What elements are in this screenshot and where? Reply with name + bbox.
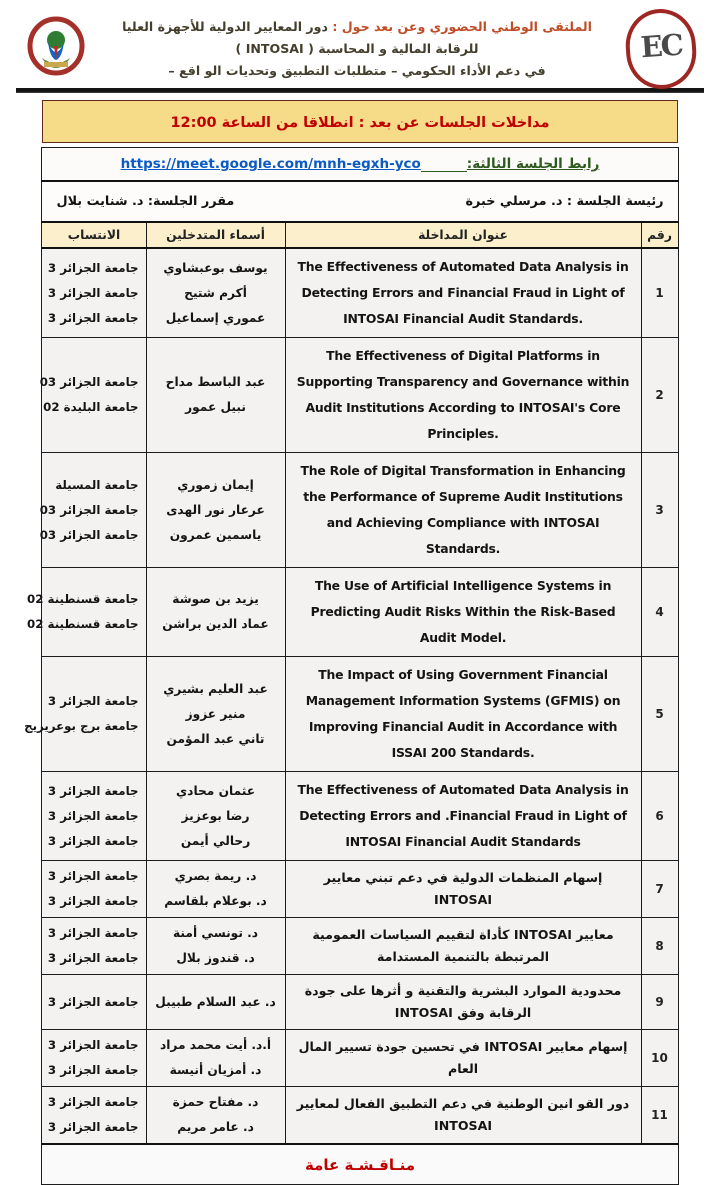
affiliations xyxy=(27,568,146,657)
table-row xyxy=(42,453,678,568)
affiliations xyxy=(42,772,146,861)
row-number: 11 xyxy=(641,1087,678,1145)
row-number: 6 xyxy=(641,772,678,861)
affiliation: جامعة الجزائر 3 xyxy=(47,926,139,940)
column-header: الانتساب xyxy=(42,222,146,248)
affiliations xyxy=(42,918,146,975)
column-header: عنوان المداخلة xyxy=(285,222,641,248)
event-title-rest: دور المعايير الدولية للأجهزة العليا للرقابة المالية و المحاسبة ( INTOSAI ) xyxy=(122,19,479,56)
header-divider xyxy=(16,88,704,93)
general-discussion-row xyxy=(42,1144,678,1185)
speaker-names xyxy=(146,248,285,338)
event-title xyxy=(102,16,612,60)
event-title-red-part: الملتقى الوطني الحضوري وعن بعد حول : xyxy=(332,19,592,34)
affiliations xyxy=(39,338,146,453)
speaker-name: يوسف بوعبشاوي xyxy=(163,260,268,275)
row-number: 7 xyxy=(641,861,678,918)
sessions-banner-text: مداخلات الجلسات عن بعد : انطلاقا من الساعة 12:00 xyxy=(170,115,550,131)
table-row xyxy=(42,1030,678,1087)
affiliation: جامعة الجزائر 3 xyxy=(47,833,139,848)
affiliations xyxy=(42,975,146,1030)
row-number: 10 xyxy=(641,1030,678,1087)
table-row xyxy=(42,1087,678,1145)
intervention-title: The Effectiveness of Automated Data Analysis in Detecting Errors and Financial Fraud in Light of INTOSAI Financial Audit Standards. xyxy=(285,248,641,338)
meet-link-label: رابط الجلسة الثالثة: xyxy=(466,156,600,172)
affiliation: جامعة الجزائر 3 xyxy=(47,994,139,1009)
affiliations xyxy=(42,248,146,338)
meet-link-row xyxy=(42,148,678,182)
speaker-name: عموري إسماعيل xyxy=(165,310,266,325)
speaker-names xyxy=(146,772,285,861)
ec-logo-text: EC xyxy=(639,27,683,65)
schedule-table xyxy=(24,147,678,1185)
intervention-title: محدودية الموارد البشرية والتقنية و أثرها على جودة الرقابة وفق INTOSAI xyxy=(285,975,641,1030)
speaker-names xyxy=(146,1030,285,1087)
intervention-title: The Use of Artificial Intelligence Systems in Predicting Audit Risks Within the Risk-Based Audit Model. xyxy=(285,568,641,657)
row-number: 3 xyxy=(641,453,678,568)
speaker-name: أكرم شتيح xyxy=(184,285,247,300)
speaker-names xyxy=(146,1087,285,1145)
table-row xyxy=(42,918,678,975)
affiliation: جامعة البليدة 02 xyxy=(43,400,139,414)
speaker-name: ياسمين عمرون xyxy=(169,527,262,542)
speaker-name: يزيد بن صوشة xyxy=(172,592,259,606)
speaker-names xyxy=(146,657,285,772)
affiliation: جامعة الجزائر 3 xyxy=(47,1095,139,1109)
speaker-name: رضا بوعزيز xyxy=(181,808,250,823)
ec-logo xyxy=(623,7,698,92)
speaker-name: نبيل عمور xyxy=(185,400,246,414)
affiliation: جامعة الجزائر 3 xyxy=(47,260,139,275)
table-row xyxy=(42,975,678,1030)
speaker-name: منير عزوز xyxy=(185,706,246,721)
google-meet-link[interactable]: https://meet.google.com/mnh-egxh-yco xyxy=(120,156,421,172)
intervention-title: The Role of Digital Transformation in Enhancing the Performance of Supreme Audit Institutions and Achieving Compliance with INTOSAI Standards. xyxy=(285,453,641,568)
speaker-names xyxy=(146,568,285,657)
speaker-name: عماد الدين براشن xyxy=(162,617,269,631)
intervention-title: إسهام معايير INTOSAI في تحسين جودة تسيير المال العام xyxy=(285,1030,641,1087)
affiliation: جامعة المسيلة xyxy=(55,477,139,492)
session-rapporteur: مقرر الجلسة: د. شنايت بلال xyxy=(56,194,235,209)
column-header: رقم xyxy=(641,222,678,248)
affiliations xyxy=(39,453,146,568)
speaker-name: د. عبد السلام طبيبل xyxy=(155,994,276,1009)
table-row xyxy=(42,338,678,453)
affiliation: جامعة الجزائر 3 xyxy=(47,783,139,798)
column-header: أسماء المتدخلين xyxy=(146,222,285,248)
table-row xyxy=(42,861,678,918)
university-logo-graphic xyxy=(24,16,88,82)
affiliations xyxy=(24,657,146,772)
intervention-title: The Effectiveness of Digital Platforms in Supporting Transparency and Governance within Audit Institutions According to INTOSAI's Core Principles. xyxy=(285,338,641,453)
speaker-names xyxy=(146,975,285,1030)
table-row xyxy=(42,772,678,861)
speaker-name: تاني عبد المؤمن xyxy=(166,731,265,746)
speaker-names xyxy=(146,338,285,453)
intervention-title: إسهام المنظمات الدولية في دعم تبني معايير INTOSAI xyxy=(285,861,641,918)
event-titles xyxy=(88,16,626,82)
speaker-names xyxy=(146,453,285,568)
speaker-name: عثمان محادي xyxy=(176,783,256,798)
row-number: 1 xyxy=(641,248,678,338)
affiliation: جامعة برج بوعريريج xyxy=(24,719,139,733)
row-number: 8 xyxy=(641,918,678,975)
affiliations xyxy=(42,861,146,918)
affiliation: جامعة الجزائر 3 xyxy=(47,694,139,708)
document-header xyxy=(0,0,720,86)
speaker-name: أ.د. أيت محمد مراد xyxy=(159,1038,272,1052)
table-row xyxy=(42,568,678,657)
table-header-row xyxy=(42,222,678,248)
affiliations xyxy=(42,1087,146,1145)
speaker-name: عبد الباسط مداح xyxy=(165,375,266,389)
affiliation: جامعة الجزائر 3 xyxy=(47,808,139,823)
speaker-name: د. ريمة بصري xyxy=(174,869,257,883)
speaker-name: د. قندوز بلال xyxy=(176,951,255,965)
speaker-names xyxy=(146,918,285,975)
affiliation: جامعة الجزائر 03 xyxy=(39,527,139,542)
affiliation: جامعة الجزائر 3 xyxy=(47,894,139,908)
speaker-name: عرعار نور الهدى xyxy=(166,502,265,517)
row-number: 9 xyxy=(641,975,678,1030)
intervention-title: دور القو انين الوطنية في دعم التطبيق الفعال لمعايير INTOSAI xyxy=(285,1087,641,1145)
row-number: 4 xyxy=(641,568,678,657)
general-discussion-text: منـاقـشـة عامة xyxy=(304,1156,416,1174)
row-number: 2 xyxy=(641,338,678,453)
speaker-name: رحالي أيمن xyxy=(180,833,251,848)
speaker-name: إيمان زموري xyxy=(177,477,254,492)
intervention-title: معايير INTOSAI كأداة لتقييم السياسات العمومية المرتبطة بالتنمية المستدامة xyxy=(285,918,641,975)
intervention-title: The Impact of Using Government Financial Management Information Systems (GFMIS) on Improving Financial Audit in Accordance with ISSAI 200 Standards. xyxy=(285,657,641,772)
speaker-name: د. أمزيان أنيسة xyxy=(169,1063,262,1077)
affiliation: جامعة الجزائر 03 xyxy=(39,375,139,389)
university-logo xyxy=(24,16,88,82)
speaker-names xyxy=(146,861,285,918)
table-row xyxy=(42,248,678,338)
affiliation: جامعة الجزائر 3 xyxy=(47,285,139,300)
intervention-title: The Effectiveness of Automated Data Analysis in Detecting Errors and .Financial Fraud in Light of INTOSAI Financial Audit Standards xyxy=(285,772,641,861)
speaker-name: د. بوعلام بلقاسم xyxy=(164,894,267,908)
event-subtitle: في دعم الأداء الحكومي – متطلبات التطبيق وتحديات الو اقع – xyxy=(168,63,546,78)
affiliation: جامعة الجزائر 3 xyxy=(47,1038,139,1052)
affiliation: جامعة الجزائر 3 xyxy=(47,869,139,883)
affiliation: جامعة الجزائر 3 xyxy=(47,1063,139,1077)
row-number: 5 xyxy=(641,657,678,772)
affiliations xyxy=(42,1030,146,1087)
affiliation: جامعة الجزائر 3 xyxy=(47,310,139,325)
affiliation: جامعة قسنطينة 02 xyxy=(27,592,139,606)
speaker-name: د. تونسي أمنة xyxy=(173,926,259,940)
affiliation: جامعة الجزائر 03 xyxy=(39,502,139,517)
speaker-name: د. عامر مريم xyxy=(177,1120,254,1134)
affiliation: جامعة قسنطينة 02 xyxy=(27,617,139,631)
affiliation: جامعة الجزائر 3 xyxy=(47,951,139,965)
speaker-name: عبد العليم بشيري xyxy=(163,681,268,696)
link-underline-leader xyxy=(421,157,467,172)
session-president: رئيسة الجلسة : د. مرسلي خبرة xyxy=(465,194,664,209)
speaker-name: د. مفتاح حمزة xyxy=(172,1095,259,1109)
table-row xyxy=(42,657,678,772)
sessions-banner xyxy=(42,100,678,143)
affiliation: جامعة الجزائر 3 xyxy=(47,1120,139,1134)
session-chairs-row xyxy=(42,181,678,222)
